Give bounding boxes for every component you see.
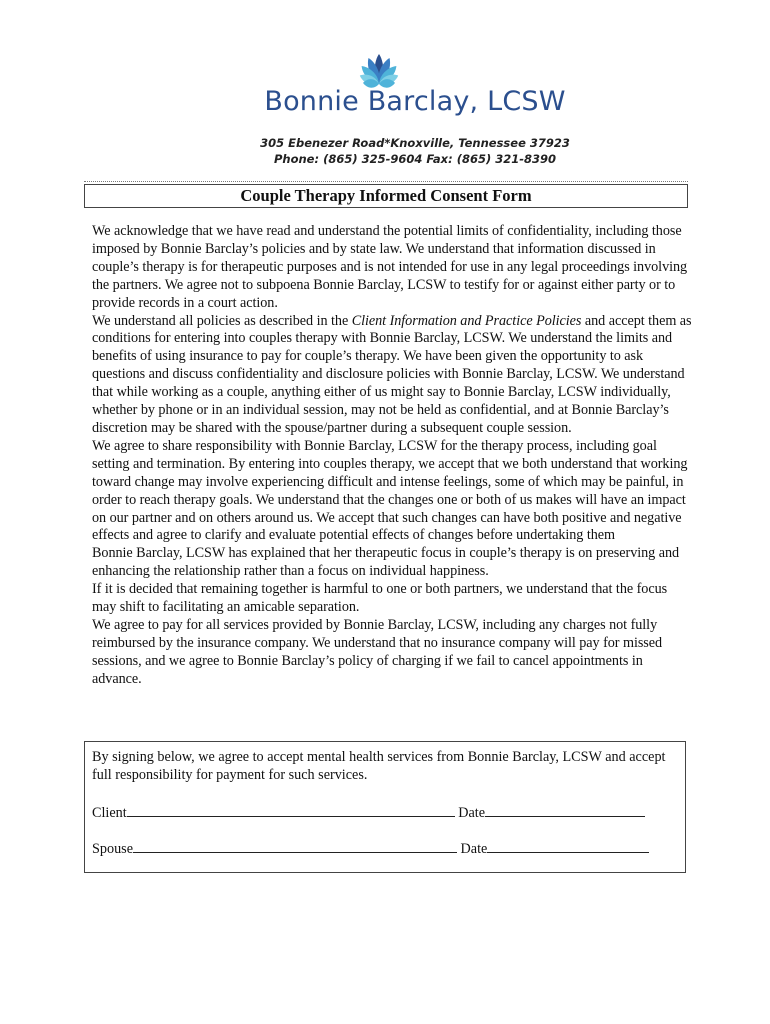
paragraph-responsibility: We agree to share responsibility with Bonnie Barclay, LCSW for the therapy process, including goal setting and termination. By entering into couples therapy, we accept that we both understand that working toward change may involve experiencing difficult and intense feelings, some of which may be painful, in order to reach therapy goals. We understand that the changes one or both of us makes will have an impact on our partner and on others around us. We accept that such changes can have both positive and negative effects and agree to clarify and evaluate potential effects of changes before undertaking them <box>92 437 688 544</box>
spouse-signature-field[interactable] <box>133 838 457 853</box>
spouse-signature-row <box>92 838 649 858</box>
form-title: Couple Therapy Informed Consent Form <box>84 184 688 208</box>
lotus-logo-icon <box>334 28 424 88</box>
client-signature-row <box>92 802 645 822</box>
paragraph-confidentiality: We acknowledge that we have read and understand the potential limits of confidentiality, including those imposed by Bonnie Barclay’s policies and by state law. We understand that information discussed in couple’s therapy is for therapeutic purposes and is not intended for use in any legal proceedings involving the partners. We agree not to subpoena Bonnie Barclay, LCSW to testify for or against either party or to provide records in a court action. <box>92 223 688 311</box>
signature-statement: By signing below, we agree to accept mental health services from Bonnie Barclay, LCSW and accept full responsibility for payment for such services. <box>92 749 666 783</box>
signature-section <box>84 741 686 873</box>
client-date-field[interactable] <box>485 802 645 817</box>
brand-name: Bonnie Barclay, LCSW <box>264 86 566 117</box>
paragraph-policies: We understand all policies as described in the Client Information and Practice Policies and accept them as conditions for entering into couples therapy with Bonnie Barclay, LCSW. We understand the limits and benefits of using insurance to pay for couple’s therapy. We have been given the opportunity to ask questions and discuss confidentiality and disclosure policies with Bonnie Barclay, LCSW. We understand that while working as a couple, anything either of us might say to Bonnie Barclay, LCSW individually, whether by phone or in an individual session, may not be held as confidential, and at Bonnie Barclay’s discretion may be shared with the spouse/partner during a subsequent couple session. <box>92 312 692 436</box>
consent-body <box>92 223 692 689</box>
phone-fax: Phone: (865) 325-9604 Fax: (865) 321-8390 <box>273 152 557 166</box>
paragraph-focus: Bonnie Barclay, LCSW has explained that her therapeutic focus in couple’s therapy is on preserving and enhancing the relationship rather than a focus on individual happiness. <box>92 545 680 580</box>
client-date-label: Date <box>458 805 486 821</box>
policies-title: Client Information and Practice Policies <box>351 312 582 329</box>
logo <box>0 28 770 88</box>
client-signature-field[interactable] <box>127 802 455 817</box>
header-divider <box>84 181 688 182</box>
address: 305 Ebenezer Road*Knoxville, Tennessee 37923 <box>260 136 570 150</box>
spouse-date-field[interactable] <box>487 838 649 853</box>
spouse-label: Spouse <box>92 841 133 857</box>
client-label: Client <box>92 805 127 821</box>
paragraph-separation: If it is decided that remaining together is harmful to one or both partners, we understand that the focus may shift to facilitating an amicable separation. <box>92 581 668 616</box>
spouse-date-label: Date <box>460 841 488 857</box>
paragraph-payment: We agree to pay for all services provided by Bonnie Barclay, LCSW, including any charges not fully reimbursed by the insurance company. We understand that no insurance company will pay for missed sessions, and we agree to Bonnie Barclay’s policy of charging if we fail to cancel appointments in advance. <box>92 616 663 687</box>
